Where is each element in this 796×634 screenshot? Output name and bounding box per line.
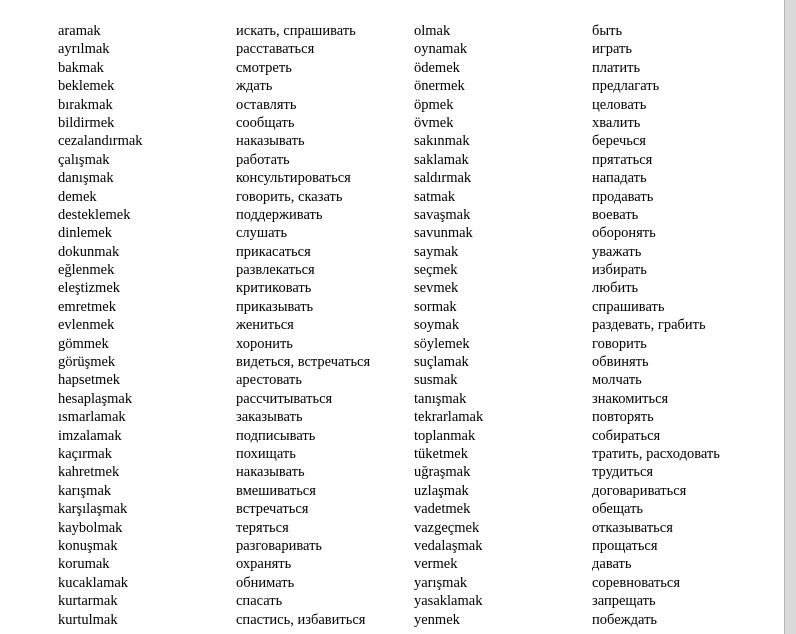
vocabulary-row <box>0 40 784 58</box>
turkish-word: dinlemek <box>58 225 112 242</box>
turkish-word: hapsetmek <box>58 372 121 389</box>
russian-translation: заказывать <box>236 409 303 426</box>
vocabulary-row <box>0 500 784 518</box>
turkish-word: vazgeçmek <box>414 519 480 536</box>
vocabulary-row <box>0 279 784 297</box>
russian-translation: давать <box>592 556 632 573</box>
russian-translation: избирать <box>592 262 647 279</box>
russian-translation: вмешиваться <box>236 482 316 499</box>
vocabulary-row <box>0 22 784 40</box>
russian-translation: договариваться <box>592 482 687 499</box>
vocabulary-row <box>0 151 784 169</box>
turkish-word: söylemek <box>414 335 470 352</box>
turkish-word: seçmek <box>414 262 458 279</box>
russian-translation: побеждать <box>592 611 658 628</box>
russian-translation: смотреть <box>236 59 292 76</box>
turkish-word: önermek <box>414 78 465 95</box>
vocabulary-row <box>0 371 784 389</box>
turkish-word: susmak <box>414 372 458 389</box>
turkish-word: satmak <box>414 188 456 205</box>
russian-translation: слушать <box>236 225 288 242</box>
vocabulary-row <box>0 482 784 500</box>
vocabulary-row <box>0 169 784 187</box>
russian-translation: критиковать <box>236 280 312 297</box>
russian-translation: спрашивать <box>592 298 665 315</box>
turkish-word: oynamak <box>414 41 468 58</box>
turkish-word: tüketmek <box>414 445 468 462</box>
russian-translation: трудиться <box>592 464 654 481</box>
turkish-word: uzlaşmak <box>414 482 469 499</box>
turkish-word: desteklemek <box>58 206 131 223</box>
russian-translation: жениться <box>236 317 294 334</box>
turkish-word: görüşmek <box>58 354 116 371</box>
russian-translation: предлагать <box>592 78 660 95</box>
russian-translation: подписывать <box>236 427 316 444</box>
turkish-word: kahretmek <box>58 464 120 481</box>
russian-translation: обнимать <box>236 574 295 591</box>
russian-translation: соревноваться <box>592 574 680 591</box>
russian-translation: встречаться <box>236 501 309 518</box>
russian-translation: развлекаться <box>236 262 315 279</box>
russian-translation: молчать <box>592 372 642 389</box>
vocabulary-row <box>0 611 784 629</box>
turkish-word: konuşmak <box>58 537 118 554</box>
vocabulary-row <box>0 463 784 481</box>
vocabulary-row <box>0 408 784 426</box>
russian-translation: работать <box>236 151 290 168</box>
russian-translation: платить <box>592 59 641 76</box>
russian-translation: поддерживать <box>236 206 323 223</box>
turkish-word: olmak <box>414 23 451 39</box>
turkish-word: bırakmak <box>58 96 113 113</box>
russian-translation: говорить <box>592 335 647 352</box>
russian-translation: беречься <box>592 133 646 150</box>
vocabulary-row <box>0 59 784 77</box>
turkish-word: saldırmak <box>414 170 472 187</box>
russian-translation: сообщать <box>236 114 295 131</box>
turkish-word: yasaklamak <box>414 593 483 610</box>
russian-translation: хоронить <box>236 335 293 352</box>
turkish-word: karışmak <box>58 482 112 499</box>
turkish-word: demek <box>58 188 97 205</box>
vocabulary-row <box>0 261 784 279</box>
turkish-word: sevmek <box>414 280 459 297</box>
vocabulary-row <box>0 427 784 445</box>
vocabulary-row <box>0 519 784 537</box>
vocabulary-row <box>0 224 784 242</box>
russian-translation: любить <box>592 280 639 297</box>
russian-translation: знакомиться <box>592 390 669 407</box>
vocabulary-row <box>0 390 784 408</box>
vocabulary-row <box>0 243 784 261</box>
russian-translation: обвинять <box>592 354 649 371</box>
russian-translation: повторять <box>592 409 654 426</box>
russian-translation: оставлять <box>236 96 297 113</box>
turkish-word: sormak <box>414 298 457 315</box>
window-edge <box>784 0 796 634</box>
vocabulary-row <box>0 188 784 206</box>
turkish-word: cezalandırmak <box>58 133 143 150</box>
russian-translation: приказывать <box>236 298 314 315</box>
russian-translation: играть <box>592 41 632 58</box>
turkish-word: sakınmak <box>414 133 470 150</box>
vocabulary-row <box>0 298 784 316</box>
turkish-word: eğlenmek <box>58 262 115 279</box>
russian-translation: арестовать <box>236 372 302 389</box>
vocabulary-row <box>0 96 784 114</box>
turkish-word: beklemek <box>58 78 115 95</box>
russian-translation: раздевать, грабить <box>592 317 706 334</box>
turkish-word: vermek <box>414 556 458 573</box>
vocabulary-row <box>0 592 784 610</box>
turkish-word: kurtarmak <box>58 593 118 610</box>
turkish-word: karşılaşmak <box>58 501 128 518</box>
russian-translation: теряться <box>236 519 289 536</box>
turkish-word: toplanmak <box>414 427 476 444</box>
russian-translation: тратить, расходовать <box>592 445 720 462</box>
russian-translation: охранять <box>236 556 292 573</box>
russian-translation: отказываться <box>592 519 673 536</box>
turkish-word: danışmak <box>58 170 114 187</box>
turkish-word: emretmek <box>58 298 116 315</box>
russian-translation: говорить, сказать <box>236 188 343 205</box>
turkish-word: vedalaşmak <box>414 537 483 554</box>
russian-translation: прощаться <box>592 537 658 554</box>
russian-translation: рассчитываться <box>236 390 333 407</box>
turkish-word: eleştizmek <box>58 280 121 297</box>
russian-translation: запрещать <box>592 593 656 610</box>
vocabulary-row <box>0 114 784 132</box>
vocabulary-row <box>0 537 784 555</box>
russian-translation: хвалить <box>592 114 641 131</box>
russian-translation: прикасаться <box>236 243 311 260</box>
turkish-word: saymak <box>414 243 459 260</box>
turkish-word: saklamak <box>414 151 469 168</box>
russian-translation: прятаться <box>592 151 653 168</box>
russian-translation: продавать <box>592 188 654 205</box>
russian-translation: консультироваться <box>236 170 351 187</box>
vocabulary-row <box>0 206 784 224</box>
turkish-word: savunmak <box>414 225 473 242</box>
turkish-word: ödemek <box>414 59 460 76</box>
vocabulary-row <box>0 574 784 592</box>
turkish-word: yarışmak <box>414 574 468 591</box>
turkish-word: imzalamak <box>58 427 122 444</box>
russian-translation: разговаривать <box>236 537 323 554</box>
turkish-word: dokunmak <box>58 243 120 260</box>
turkish-word: tanışmak <box>414 390 467 407</box>
russian-translation: обещать <box>592 501 644 518</box>
turkish-word: kurtulmak <box>58 611 118 628</box>
turkish-word: korumak <box>58 556 110 573</box>
turkish-word: kaçırmak <box>58 445 112 462</box>
russian-translation: спастись, избавиться <box>236 611 366 628</box>
russian-translation: ждать <box>236 78 273 95</box>
russian-translation: воевать <box>592 206 639 223</box>
vocabulary-row <box>0 555 784 573</box>
russian-translation: искать, спрашивать <box>236 23 356 39</box>
russian-translation: наказывать <box>236 464 305 481</box>
russian-translation: спасать <box>236 593 283 610</box>
russian-translation: наказывать <box>236 133 305 150</box>
turkish-word: savaşmak <box>414 206 471 223</box>
turkish-word: aramak <box>58 23 101 39</box>
vocabulary-table <box>0 22 784 629</box>
russian-translation: быть <box>592 23 623 39</box>
vocabulary-row <box>0 77 784 95</box>
vocabulary-row <box>0 132 784 150</box>
turkish-word: suçlamak <box>414 354 469 371</box>
turkish-word: övmek <box>414 114 454 131</box>
russian-translation: видеться, встречаться <box>236 354 371 371</box>
russian-translation: нападать <box>592 170 647 187</box>
turkish-word: öpmek <box>414 96 454 113</box>
russian-translation: уважать <box>592 243 642 260</box>
turkish-word: soymak <box>414 317 460 334</box>
vocabulary-row <box>0 335 784 353</box>
turkish-word: gömmek <box>58 335 109 352</box>
russian-translation: собираться <box>592 427 661 444</box>
turkish-word: tekrarlamak <box>414 409 484 426</box>
russian-translation: расставаться <box>236 41 315 58</box>
vocabulary-row <box>0 316 784 334</box>
turkish-word: ısmarlamak <box>58 409 126 426</box>
russian-translation: похищать <box>236 445 296 462</box>
vocabulary-row <box>0 353 784 371</box>
turkish-word: yenmek <box>414 611 460 628</box>
turkish-word: bakmak <box>58 59 104 76</box>
vocabulary-row <box>0 445 784 463</box>
turkish-word: bildirmek <box>58 114 115 131</box>
turkish-word: evlenmek <box>58 317 115 334</box>
turkish-word: vadetmek <box>414 501 471 518</box>
turkish-word: ayrılmak <box>58 41 110 58</box>
russian-translation: целовать <box>592 96 647 113</box>
turkish-word: uğraşmak <box>414 464 471 481</box>
turkish-word: kucaklamak <box>58 574 129 591</box>
turkish-word: çalışmak <box>58 151 110 168</box>
turkish-word: hesaplaşmak <box>58 390 133 407</box>
russian-translation: оборонять <box>592 225 656 242</box>
turkish-word: kaybolmak <box>58 519 123 536</box>
